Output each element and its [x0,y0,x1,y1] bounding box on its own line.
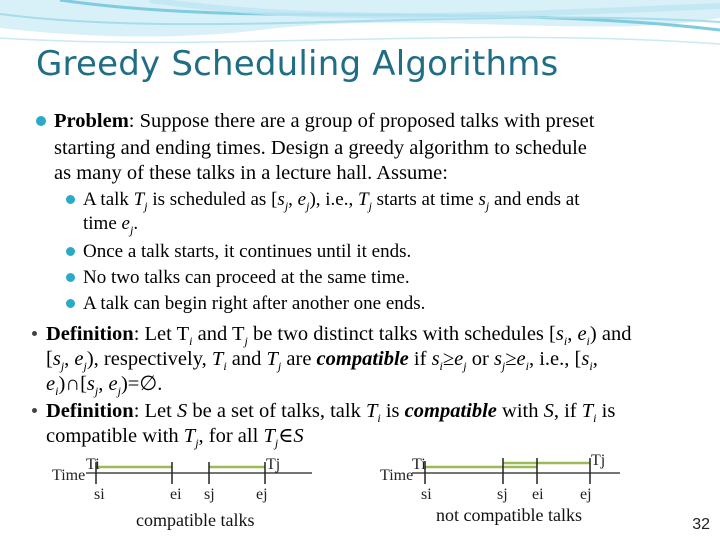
definition-2-line-2: compatible with $T_j$, for all $T_j\in S$ [46,425,304,451]
slide-title: Greedy Scheduling Algorithms [36,44,559,84]
tj-label: Tj [591,452,606,469]
ei-label: ei [532,486,544,503]
problem-line-1: Problem: Suppose there are a group of proposed talks with preset [54,110,595,132]
problem-label: Problem [54,110,129,132]
page-number: 32 [692,516,710,533]
problem-line-2: starting and ending times. Design a greedy algorithm to schedule [54,137,587,159]
sj-label: sj [497,486,508,503]
time-label: Time [52,467,86,484]
sj-label: sj [204,486,215,503]
not-compatible-caption: not compatible talks [436,505,582,525]
ti-label: Ti [412,456,426,473]
definition-2-label: Definition [46,400,134,422]
ei-label: ei [170,486,182,503]
assumption-4: A talk can begin right after another one ends. [83,293,426,314]
ej-label: ej [256,486,268,503]
time-label: Time [380,467,414,484]
assumption-1-line-1: A talk $T_j$ is scheduled as [$s_j$, $e_j$), i.e., $T_j$ starts at time $s_j$ and ends at [83,189,580,213]
problem-line-3: as many of these talks in a lecture hall. Assume: [54,162,448,184]
si-label: si [421,486,432,503]
ti-label: Ti [86,456,100,473]
definition-1-line-2: [$s_j$, $e_j$), respectively, $T_i$ and $T_j$ are compatible if $s_i\ge e_j$ or $s_j\ge e_i$, i.e., [$s_i$, [46,348,598,374]
compatible-caption: compatible talks [136,510,255,530]
assumption-3: No two talks can proceed at the same time. [83,267,410,288]
definition-1-line-3: $e_i)\cap[s_j$, $e_j)=\emptyset$. [46,373,163,399]
assumption-1-line-2: time $e_j$. [83,213,139,237]
tj-label: Tj [266,456,281,473]
ej-label: ej [580,486,592,503]
assumption-2: Once a talk starts, it continues until it ends. [83,241,412,262]
definition-1-label: Definition [46,323,134,345]
definition-1-line-1: Definition: Let $T_i$ and $T_j$ be two distinct talks with schedules [$s_i$, $e_i$) and [46,323,632,349]
definition-2-line-1: Definition: Let S be a set of talks, talk $T_i$ is compatible with S, if $T_i$ is [46,400,616,426]
si-label: si [94,486,105,503]
